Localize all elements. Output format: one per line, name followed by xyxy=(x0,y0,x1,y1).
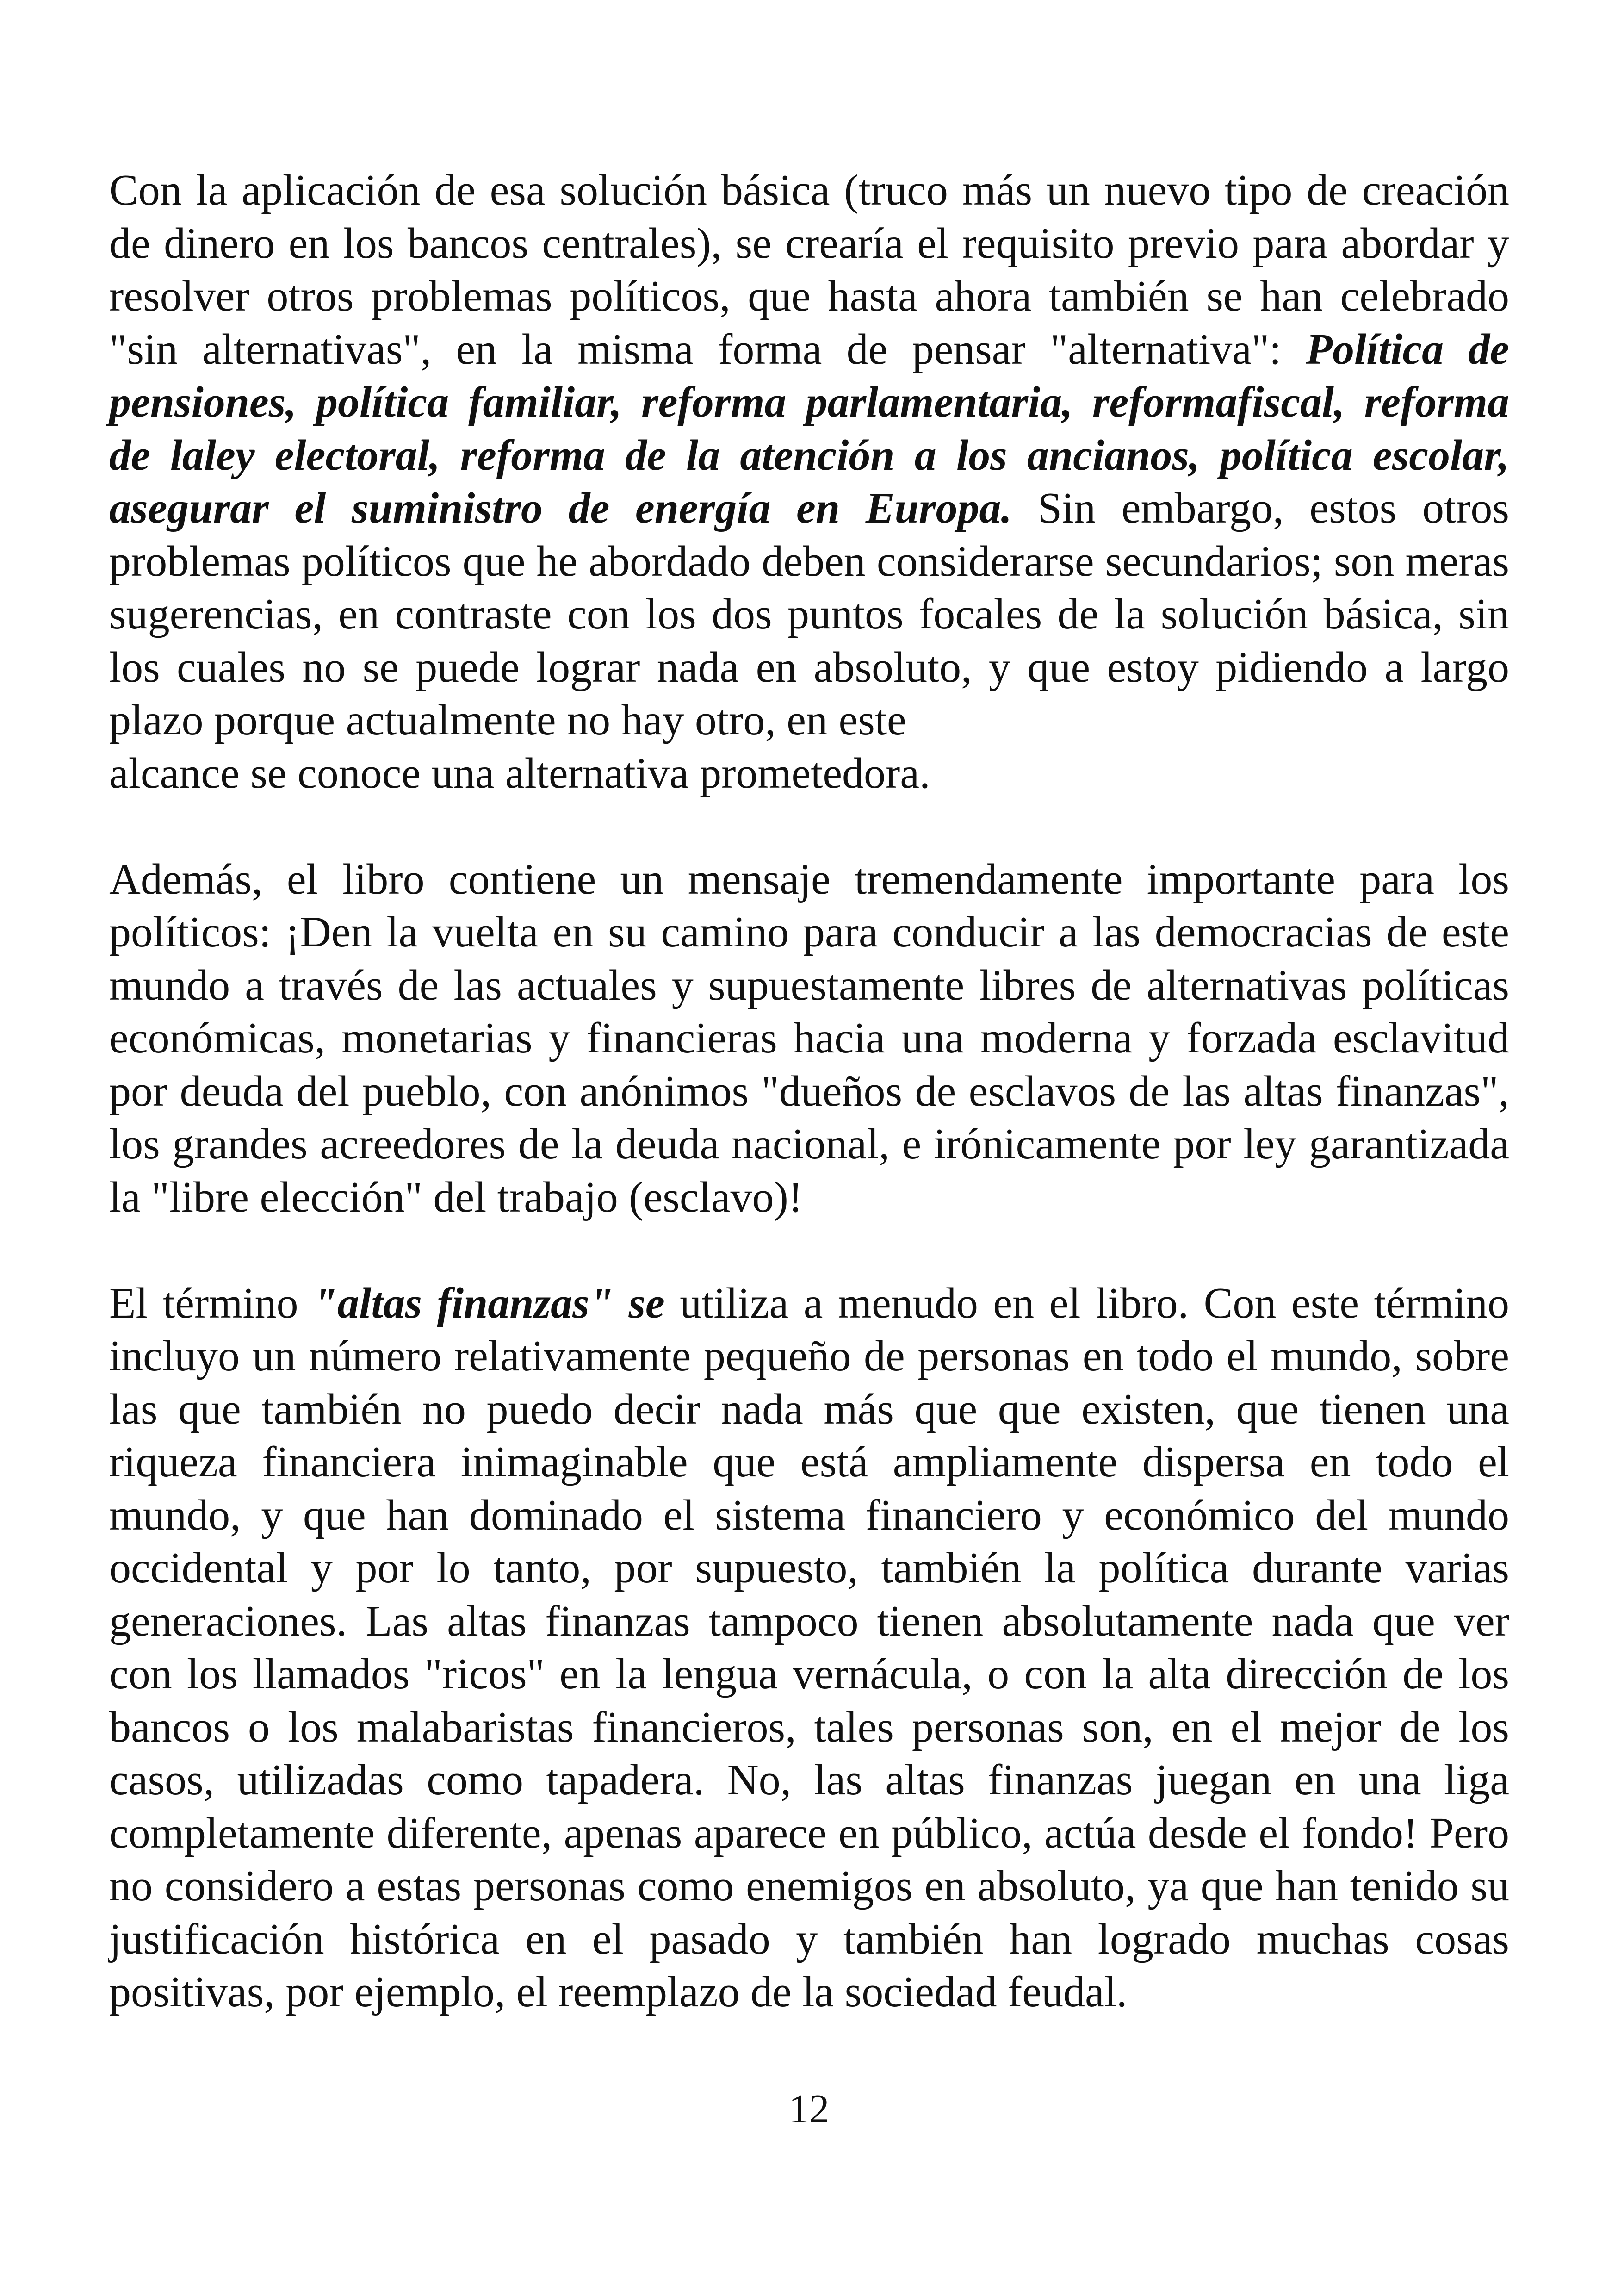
paragraph-3 xyxy=(109,1277,1509,2019)
page-number: 12 xyxy=(788,2087,830,2132)
paragraph-1-text-continued: Sin embargo, estos otros problemas políticos que he abordado deben considerarse secundarios; son meras sugerencias, en contraste con los dos puntos focales de la solución básica, sin los cuales no se puede lograr nada en absoluto, y que estoy pidiendo a largo plazo porque actualmente no hay otro, en este xyxy=(109,484,1509,744)
paragraph-1-emphasis: Política de pensiones, política familiar, reforma parlamentaria, reformafiscal, reforma de laley electoral, reforma de la atención a los ancianos, política escolar, asegurar el suministro de energía en Europa. xyxy=(109,325,1510,532)
paragraph-3-text: El término xyxy=(109,1279,314,1327)
paragraph-1-text: Con la aplicación de esa solución básica (truco más un nuevo tipo de creación de dinero en los bancos centrales), se crearía el requisito previo para abordar y resolver otros problemas políticos, que hasta ahora también se han celebrado "sin alternativas", en la misma forma de pensar "alternativa": xyxy=(109,166,1509,373)
paragraph-2 xyxy=(109,853,1509,1224)
body-text xyxy=(109,164,1509,2072)
paragraph-1 xyxy=(109,164,1509,747)
paragraph-2-text: Además, el libro contiene un mensaje tremendamente importante para los políticos: ¡Den la vuelta en su camino para conducir a las democracias de este mundo a través de las actuales y supuestamente libres de alternativas políticas económicas, monetarias y financieras hacia una moderna y forzada esclavitud por deuda del pueblo, con anónimos "dueños de esclavos de las altas finanzas", los grandes acreedores de la deuda nacional, e irónicamente por ley garantizada la "libre elección" del trabajo (esclavo)! xyxy=(109,855,1509,1221)
paragraph-1-final-line: alcance se conoce una alternativa prometedora. xyxy=(109,749,930,797)
paragraph-3-emphasis: "altas finanzas" se xyxy=(313,1279,665,1327)
paragraph-1-last-line xyxy=(109,747,1509,800)
paragraph-3-text-continued: utiliza a menudo en el libro. Con este término incluyo un número relativamente pequeño de personas en todo el mundo, sobre las que también no puedo decir nada más que que existen, que tienen una riqueza financiera inimaginable que está ampliamente dispersa en todo el mundo, y que han dominado el sistema financiero y económico del mundo occidental y por lo tanto, por supuesto, también la política durante varias generaciones. Las altas finanzas tampoco tienen absolutamente nada que ver con los llamados "ricos" en la lengua vernácula, o con la alta dirección de los bancos o los malabaristas financieros, tales personas son, en el mejor de los casos, utilizadas como tapadera. No, las altas finanzas juegan en una liga completamente diferente, apenas aparece en público, actúa desde el fondo! Pero no considero a estas personas como enemigos en absoluto, ya que han tenido su justificación histórica en el pasado y también han logrado muchas cosas positivas, por ejemplo, el reemplazo de la sociedad feudal. xyxy=(109,1279,1509,2016)
